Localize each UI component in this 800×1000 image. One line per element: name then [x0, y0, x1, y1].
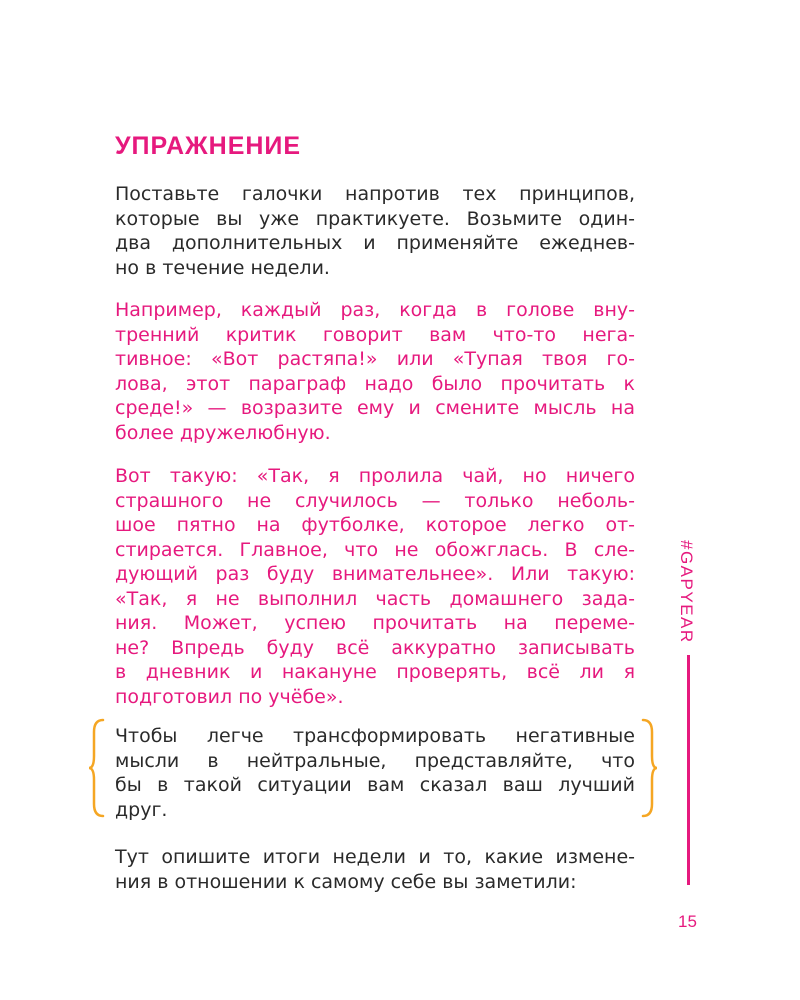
- text-line: которые вы уже практикуете. Возьмите один-: [115, 207, 635, 230]
- text-line: в дневник и накануне проверять, всё ли я: [115, 661, 635, 683]
- text-line: ния. Может, успею прочитать на переме-: [115, 612, 635, 634]
- page-number: 15: [678, 912, 697, 931]
- text-line: не? Впредь буду всё аккуратно записывать: [115, 636, 635, 659]
- text-line: среде!» — возразите ему и смените мысль на: [115, 397, 635, 419]
- example-paragraph: [115, 298, 635, 445]
- text-line: тивное: «Вот растяпа!» или «Тупая твоя го-: [115, 348, 635, 370]
- text-line: но в течение недели.: [115, 256, 330, 279]
- left-brace-icon: [88, 718, 106, 818]
- text-line: Чтобы легче трансформировать негативные: [115, 725, 635, 747]
- right-brace-icon: [640, 718, 658, 818]
- text-line: Поставьте галочки напротив тех принципов,: [115, 183, 635, 205]
- text-line: два дополнительных и применяйте ежеднев-: [115, 232, 635, 254]
- text-line: Вот такую: «Так, я пролила чай, но ничего: [115, 465, 635, 487]
- text-line: шое пятно на футболке, которое легко от-: [115, 514, 635, 536]
- text-line: стирается. Главное, что не обожглась. В сле-: [115, 538, 635, 561]
- text-line: ния в отношении к самому себе вы заметили:: [115, 870, 577, 893]
- text-line: бы в такой ситуации вам сказал ваш лучший: [115, 774, 635, 796]
- example-quote-paragraph: [115, 464, 635, 709]
- text-line: «Так, я не выполнил часть домашнего зада-: [115, 587, 635, 610]
- text-line: страшного не случилось — только неболь-: [115, 489, 635, 512]
- text-line: друг.: [115, 798, 168, 821]
- text-line: мысли в нейтральные, представляйте, что: [115, 749, 635, 772]
- side-accent-line: [687, 655, 690, 885]
- summary-prompt-paragraph: [115, 845, 635, 894]
- text-line: более дружелюбную.: [115, 421, 331, 444]
- text-line: Например, каждый раз, когда в голове вну-: [115, 299, 635, 321]
- text-line: Тут опишите итоги недели и то, какие измене-: [115, 846, 635, 868]
- text-line: тренний критик говорит вам что-то нега-: [115, 323, 635, 346]
- text-line: подготовил по учёбе».: [115, 685, 344, 708]
- gapyear-hashtag: #GAPYEAR: [677, 540, 696, 644]
- tip-paragraph: [115, 724, 635, 822]
- exercise-heading: УПРАЖНЕНИЕ: [115, 132, 302, 160]
- instruction-paragraph: [115, 182, 635, 280]
- text-line: дующий раз буду внимательнее». Или такую:: [115, 563, 635, 585]
- text-line: лова, этот параграф надо было прочитать к: [115, 372, 635, 395]
